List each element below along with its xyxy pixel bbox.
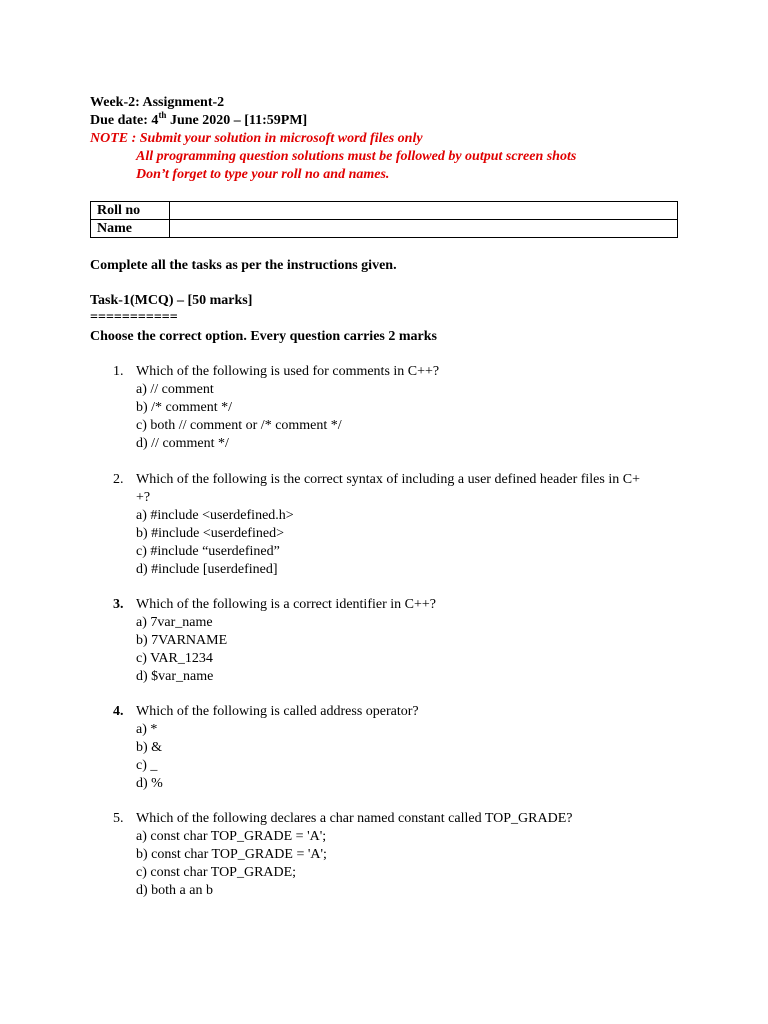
option: c) VAR_1234: [136, 651, 213, 666]
question-text-continued: +?: [136, 490, 151, 505]
question-number: 3.: [113, 597, 124, 612]
option: d) both a an b: [136, 883, 213, 898]
option: d) %: [136, 776, 163, 791]
option: b) /* comment */: [136, 400, 233, 415]
option: a) *: [136, 722, 158, 737]
option: d) #include [userdefined]: [136, 562, 278, 577]
question-number: 1.: [113, 364, 124, 379]
option: a) const char TOP_GRADE = 'A';: [136, 829, 327, 844]
option: b) &: [136, 740, 163, 755]
roll-no-field[interactable]: [170, 202, 678, 220]
question-text: Which of the following is the correct syntax of including a user defined header files in C+: [136, 472, 640, 487]
option: a) 7var_name: [136, 615, 213, 630]
instructions-text: Complete all the tasks as per the instructions given.: [90, 258, 397, 273]
name-label: Name: [91, 220, 170, 238]
table-row: [91, 202, 678, 220]
name-field[interactable]: [170, 220, 678, 238]
assignment-title: Week-2: Assignment-2: [90, 95, 225, 110]
option: c) #include “userdefined”: [136, 544, 280, 559]
question-text: Which of the following declares a char named constant called TOP_GRADE?: [136, 811, 573, 826]
due-date-prefix: Due date: 4: [90, 113, 159, 128]
roll-name-table: [90, 201, 678, 238]
question-text: Which of the following is a correct identifier in C++?: [136, 597, 436, 612]
question-text: Which of the following is called address operator?: [136, 704, 419, 719]
option: a) #include <userdefined.h>: [136, 508, 294, 523]
question-number: 4.: [113, 704, 124, 719]
due-date-suffix: June 2020 – [11:59PM]: [166, 113, 308, 128]
option: b) #include <userdefined>: [136, 526, 284, 541]
table-row: [91, 220, 678, 238]
option: d) // comment */: [136, 436, 229, 451]
option: d) $var_name: [136, 669, 214, 684]
roll-no-label: Roll no: [91, 202, 170, 220]
option: a) // comment: [136, 382, 214, 397]
question-number: 2.: [113, 472, 124, 487]
question-text: Which of the following is used for comments in C++?: [136, 364, 440, 379]
question-number: 5.: [113, 811, 124, 826]
note-line-2: All programming question solutions must be followed by output screen shots: [136, 149, 577, 164]
note-line-1: NOTE : Submit your solution in microsoft word files only: [90, 131, 423, 146]
note-line-3: Don’t forget to type your roll no and names.: [136, 167, 390, 182]
option: c) both // comment or /* comment */: [136, 418, 342, 433]
task-title: Task-1(MCQ) – [50 marks]: [90, 293, 253, 308]
option: c) const char TOP_GRADE;: [136, 865, 297, 880]
option: b) const char TOP_GRADE = 'A';: [136, 847, 327, 862]
due-date: [90, 112, 307, 130]
due-date-superscript: th: [158, 110, 167, 120]
option: b) 7VARNAME: [136, 633, 228, 648]
task-underline: ===========: [90, 310, 178, 325]
task-subtitle: Choose the correct option. Every question carries 2 marks: [90, 329, 437, 344]
option: c) _: [136, 758, 158, 773]
